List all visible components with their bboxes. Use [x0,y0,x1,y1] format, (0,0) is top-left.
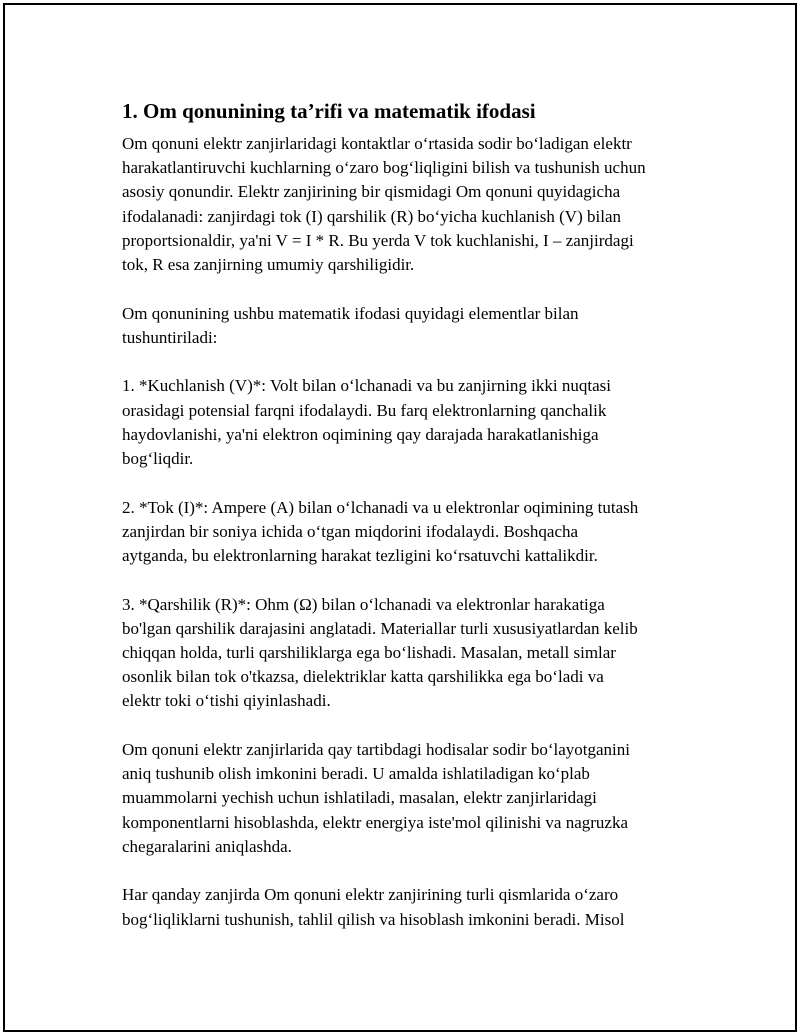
text-line: harakatlantiruvchi kuchlarning o‘zaro bog‘liqligini bilish va tushunish uchun [122,158,646,178]
paragraph-analysis [122,883,694,931]
text-line: komponentlarni hisoblashda, elektr energiya iste'mol qilinishi va nagruzka [122,812,629,832]
paragraph-elements-intro [122,302,694,350]
text-line: proportsionaldir, ya'ni V = I * R. Bu yerda V tok kuchlanishi, I – zanjirdagi [122,230,634,250]
text-line: chegaralarini aniqlashda. [122,836,292,856]
text-line: elektr toki o‘tishi qiyinlashadi. [122,691,331,711]
text-line: bog‘liqliklarni tushunish, tahlil qilish va hisoblash imkonini beradi. Misol [122,909,625,929]
paragraph-applications [122,738,694,859]
text-line: tushuntiriladi: [122,327,218,347]
text-line: bog‘liqdir. [122,449,194,469]
paragraph-voltage [122,374,694,471]
section-heading: 1. Om qonunining ta’rifi va matematik ifodasi [122,99,536,123]
paragraph-resistance [122,593,694,714]
text-line: Om qonuni elektr zanjirlaridagi kontaktlar o‘rtasida sodir bo‘ladigan elektr [122,134,632,153]
text-line: bo'lgan qarshilik darajasini anglatadi. Materiallar turli xususiyatlardan kelib [122,618,638,638]
text-line: 2. *Tok (I)*: Ampere (A) bilan o‘lchanadi va u elektronlar oqimining tutash [122,497,639,517]
text-line: Har qanday zanjirda Om qonuni elektr zanjirining turli qismlarida o‘zaro [122,885,619,905]
text-line: orasidagi potensial farqni ifodalaydi. Bu farq elektronlarning qanchalik [122,400,607,420]
paragraph-current [122,496,694,569]
text-line: Om qonunining ushbu matematik ifodasi quyidagi elementlar bilan [122,303,579,323]
text-line: osonlik bilan tok o'tkazsa, dielektriklar katta qarshilikka ega bo‘ladi va [122,667,604,687]
document-body [119,97,694,956]
text-line: muammolarni yechish uchun ishlatiladi, masalan, elektr zanjirlaridagi [122,788,597,808]
paragraph-definition [122,132,694,277]
text-line: haydovlanishi, ya'ni elektron oqimining qay darajada harakatlanishiga [122,424,599,444]
text-line: chiqqan holda, turli qarshiliklarga ega bo‘lishadi. Masalan, metall simlar [122,643,616,663]
text-line: aytganda, bu elektronlarning harakat tezligini ko‘rsatuvchi kattalikdir. [122,546,598,566]
text-line: Om qonuni elektr zanjirlarida qay tartibdagi hodisalar sodir bo‘layotganini [122,740,630,760]
text-line: 3. *Qarshilik (R)*: Ohm (Ω) bilan o‘lchanadi va elektronlar harakatiga [122,594,605,614]
text-line: zanjirdan bir soniya ichida o‘tgan miqdorini ifodalaydi. Boshqacha [122,521,579,541]
text-line: aniq tushunib olish imkonini beradi. U amalda ishlatiladigan ko‘plab [122,764,590,784]
text-line: asosiy qonundir. Elektr zanjirining bir qismidagi Om qonuni quyidagicha [122,182,621,202]
text-line: ifodalanadi: zanjirdagi tok (I) qarshilik (R) bo‘yicha kuchlanish (V) bilan [122,206,621,226]
text-line: tok, R esa zanjirning umumiy qarshiligidir. [122,255,415,275]
page-frame [3,3,797,1032]
text-line: 1. *Kuchlanish (V)*: Volt bilan o‘lchanadi va bu zanjirning ikki nuqtasi [122,376,611,396]
